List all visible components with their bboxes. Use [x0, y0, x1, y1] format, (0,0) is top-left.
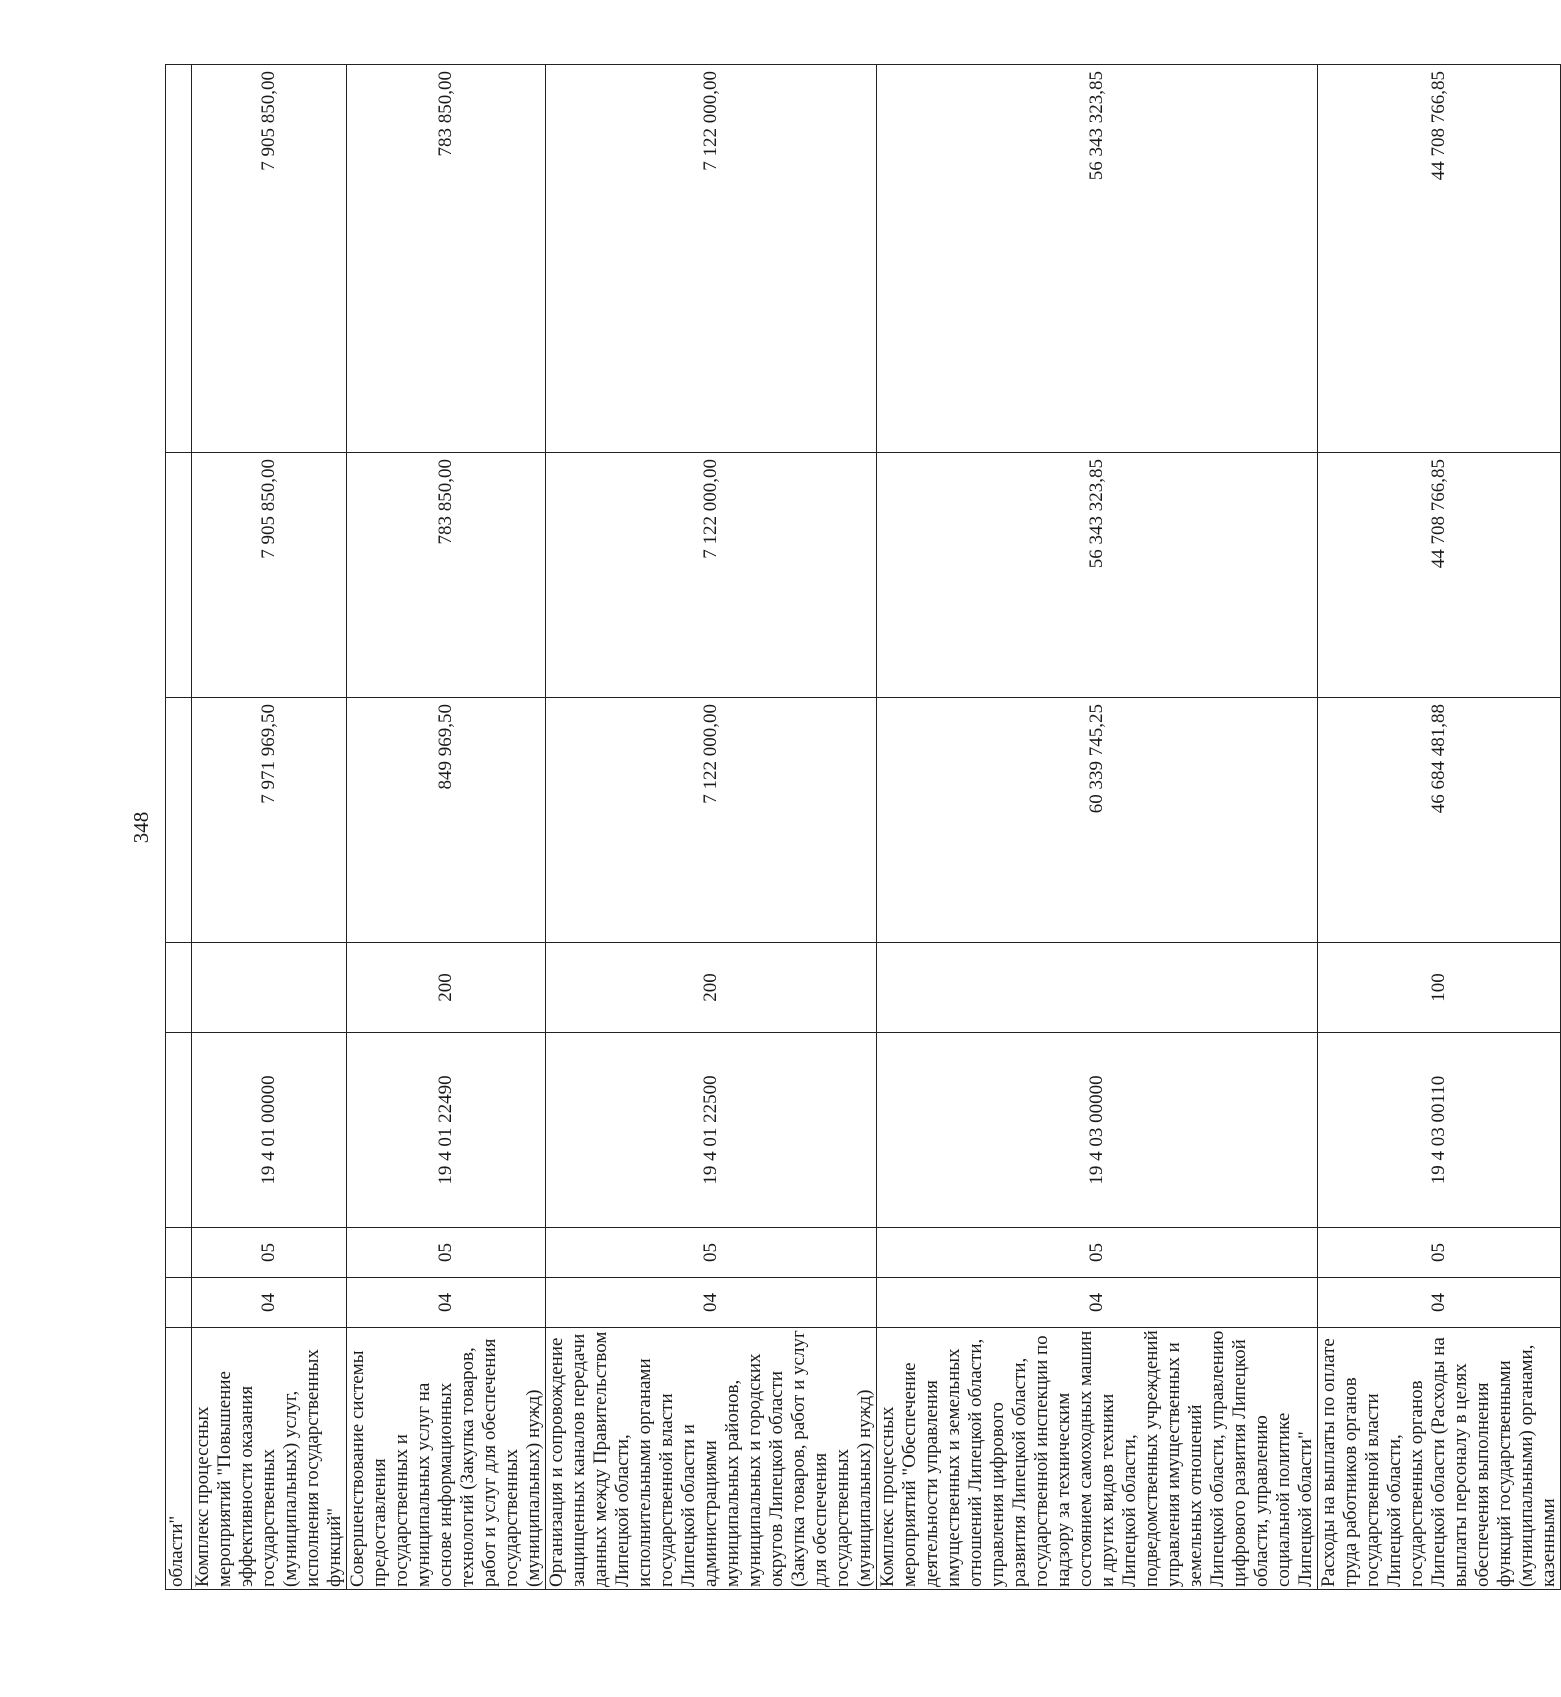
section-code: 04	[877, 1278, 1318, 1328]
row-name: Совершенствование системы предоставления государственных и муниципальных услуг на основе информационных технологий (Закупка товаров, работ и услуг для обеспечения государственных (муниципальных) нужд)	[347, 1328, 546, 1590]
table-row	[1318, 65, 1561, 1590]
expense-type-code: 200	[546, 943, 877, 1033]
subsection-code: 05	[347, 1228, 546, 1278]
amount-1: 849 969,50	[347, 698, 546, 943]
subsection-code	[166, 1228, 192, 1278]
amount-1: 7 971 969,50	[192, 698, 347, 943]
amount-2: 783 850,00	[347, 453, 546, 698]
amount-2: 7 905 850,00	[192, 453, 347, 698]
subsection-code: 05	[546, 1228, 877, 1278]
section-code	[166, 1278, 192, 1328]
amount-1: 46 684 481,88	[1318, 698, 1561, 943]
expense-type-code: 200	[347, 943, 546, 1033]
table-row	[166, 65, 192, 1590]
expense-type-code	[166, 943, 192, 1033]
amount-2: 56 343 323,85	[877, 453, 1318, 698]
amount-3: 7 122 000,00	[546, 65, 877, 453]
page-number: 348	[129, 811, 153, 844]
target-article-code: 19 4 03 00110	[1318, 1033, 1561, 1228]
table-row	[192, 65, 347, 1590]
target-article-code: 19 4 03 00000	[877, 1033, 1318, 1228]
target-article-code: 19 4 01 22490	[347, 1033, 546, 1228]
target-article-code: 19 4 01 22500	[546, 1033, 877, 1228]
target-article-code	[166, 1033, 192, 1228]
section-code: 04	[347, 1278, 546, 1328]
subsection-code: 05	[1318, 1228, 1561, 1278]
row-name: Расходы на выплаты по оплате труда работников органов государственной власти Липецкой области, государственных органов Липецкой области (Расходы на выплаты персоналу в целях обеспечения выполнения функций государственными (муниципальными) органами, казенными	[1318, 1328, 1561, 1590]
section-code: 04	[546, 1278, 877, 1328]
subsection-code: 05	[877, 1228, 1318, 1278]
amount-3: 44 708 766,85	[1318, 65, 1561, 453]
table-row	[877, 65, 1318, 1590]
table-row	[347, 65, 546, 1590]
section-code: 04	[192, 1278, 347, 1328]
amount-2: 7 122 000,00	[546, 453, 877, 698]
amount-3: 56 343 323,85	[877, 65, 1318, 453]
amount-3: 783 850,00	[347, 65, 546, 453]
budget-table	[165, 64, 1561, 1590]
expense-type-code	[877, 943, 1318, 1033]
row-name: Комплекс процессных мероприятий "Повышение эффективности оказания государственных (муниципальных) услуг, исполнения государственных функций"	[192, 1328, 347, 1590]
expense-type-code: 100	[1318, 943, 1561, 1033]
amount-1: 7 122 000,00	[546, 698, 877, 943]
row-name: области"	[166, 1328, 192, 1590]
amount-3: 7 905 850,00	[192, 65, 347, 453]
subsection-code: 05	[192, 1228, 347, 1278]
section-code: 04	[1318, 1278, 1561, 1328]
amount-1: 60 339 745,25	[877, 698, 1318, 943]
expense-type-code	[192, 943, 347, 1033]
target-article-code: 19 4 01 00000	[192, 1033, 347, 1228]
amount-3	[166, 65, 192, 453]
amount-2: 44 708 766,85	[1318, 453, 1561, 698]
amount-2	[166, 453, 192, 698]
amount-1	[166, 698, 192, 943]
table-row	[546, 65, 877, 1590]
row-name: Организация и сопровождение защищенных каналов передачи данных между Правительством Липецкой области, исполнительными органами государственной власти Липецкой области и администрациями муниципальных районов, муниципальных и городских округов Липецкой области (Закупка товаров, работ и услуг для обеспечения государственных (муниципальных) нужд)	[546, 1328, 877, 1590]
document-page	[125, 65, 1559, 1590]
row-name: Комплекс процессных мероприятий "Обеспечение деятельности управления имущественных и земельных отношений Липецкой области, управления цифрового развития Липецкой области, государственной инспекции по надзору за техническим состоянием самоходных машин и других видов техники Липецкой области, подведомственных учреждений управления имущественных и земельных отношений Липецкой области, управлению цифрового развития Липецкой области, управлению социальной политике Липецкой области"	[877, 1328, 1318, 1590]
